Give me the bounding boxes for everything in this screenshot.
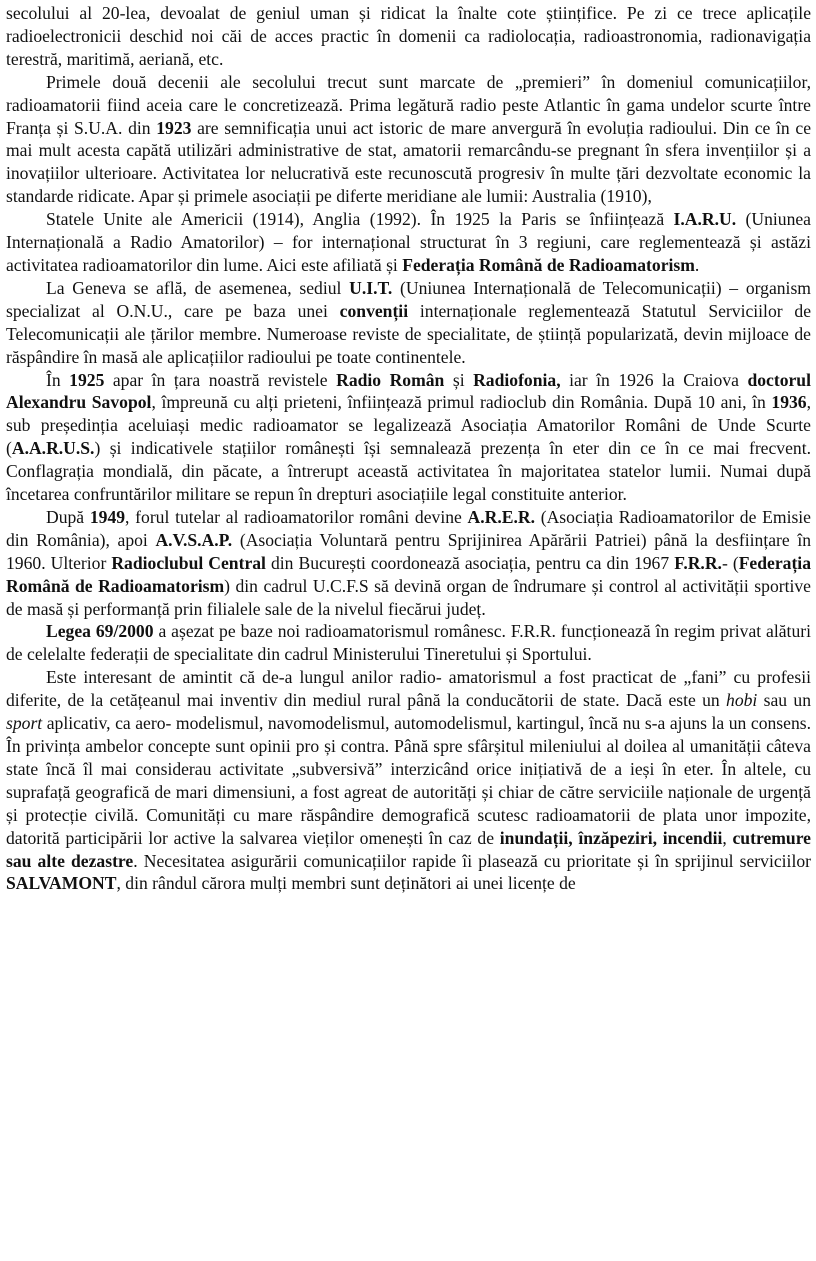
text-run: , împreună cu alți prieteni, înființează primul radioclub din România. După 10 ani, în: [151, 392, 772, 413]
paragraph: [6, 620, 811, 666]
bold-text: A.R.E.R.: [467, 506, 535, 527]
text-run: ,: [722, 827, 733, 848]
text-run: În: [46, 369, 70, 390]
text-run: După: [46, 506, 90, 527]
text-run: .: [694, 254, 700, 275]
paragraph: [6, 2, 811, 71]
text-run: (Uniunea Internațională a Radio Amatorilor) – for internațional structurat în 3 regiuni, care reglementează și astăzi activitatea radioamatorilor din lume. Aici este afiliată și: [6, 209, 811, 275]
text-run: aplicativ, ca aero- modelismul, navomodelismul, automodelismul, kartingul, încă nu s-a ajuns la un consens. În privința ambelor concepte sunt opinii pro și contra. Până spre sfârșitul mileniului al doilea al umanității câteva state încă îl mai considerau activitate „subversivă” interzicând orice inițiativă de a ieși în eter. În altele, cu suprafață geografică de mari dimensiuni, a fost agreat de autorități și chiar de către serviciile naționale de urgență și protecție civilă. Comunități cu mare răspândire demografică scutesc radioamatorii de plata unor impozite, datorită participării lor active la salvarea vieților omenești în caz de: [6, 713, 811, 848]
text-run: , din rândul cărora mulți membri sunt deținători ai unei licențe de: [116, 873, 576, 894]
bold-text: U.I.T.: [349, 277, 393, 298]
italic-text: hobi: [726, 690, 758, 711]
bold-text: Legea 69/2000: [46, 621, 154, 642]
text-run: sau un: [757, 690, 812, 711]
bold-text: inundații, înzăpeziri, incendii: [499, 827, 723, 848]
paragraph: [6, 277, 811, 369]
italic-text: sport: [6, 713, 43, 734]
text-run: . Necesitatea asigurării comunicațiilor rapide îi plasează cu prioritate și în sprijinul serviciilor: [133, 850, 811, 871]
text-run: (Asociația Radioamatorilor de Emisie din România), apoi: [6, 506, 811, 550]
paragraph: [6, 208, 811, 277]
text-run: , sub președinția aceluiași medic radioamator se legalizează Asociația Amatorilor Români de Unde Scurte (: [6, 392, 811, 459]
bold-text: 1949: [89, 506, 126, 527]
text-run: , forul tutelar al radioamatorilor români devine: [125, 506, 468, 527]
paragraph: [6, 71, 811, 208]
bold-text: A.A.R.U.S.: [11, 438, 95, 459]
text-run: ) și indicativele stațiilor românești își semnalează prezența în eter din ce în ce mai frecvent. Conflagrația mondială, din păcate, a întrerupt această activitatea în majoritatea statelor lumii. Numai după încetarea confruntărilor militare se repun în drepturi asociațiile legal constituite anterior.: [6, 438, 811, 505]
text-run: La Geneva se află, de asemenea, sediul: [46, 277, 350, 298]
text-run: (Uniunea Internațională de Telecomunicații) – organism specializat al O.N.U., care pe baza unei: [6, 277, 811, 321]
paragraph: [6, 369, 811, 506]
bold-text: I.A.R.U.: [673, 209, 737, 230]
bold-text: F.R.R.: [674, 552, 722, 573]
text-run: a așezat pe baze noi radioamatorismul românesc. F.R.R. funcționează în regim privat alături de celelalte federații de specialitate din cadrul Ministerului Tineretului și Sportului.: [6, 621, 811, 665]
bold-text: 1936: [771, 392, 807, 413]
text-run: Este interesant de amintit că de-a lungul anilor radio- amatorismul a fost practicat de „fani” cu profesii diferite, de la cetățeanul mai inventiv din mediul rural până la conducătorii de state. Dacă este un: [6, 667, 811, 711]
bold-text: 1923: [156, 117, 192, 138]
bold-text: Federația Română de Radioamatorism: [402, 254, 695, 275]
text-run: Statele Unite ale Americii (1914), Anglia (1992). În 1925 la Paris se înființează: [46, 209, 674, 230]
text-run: Primele două decenii ale secolului trecut sunt marcate de „premieri” în domeniul comunicațiilor, radioamatorii fiind aceia care le concretizează. Prima legătură radio peste Atlantic în gama undelor scurte între Franța și S.U.A. din: [6, 71, 811, 138]
bold-text: A.V.S.A.P.: [155, 529, 233, 550]
paragraph: [6, 506, 811, 621]
bold-text: 1925: [69, 369, 105, 390]
paragraph: [6, 666, 811, 895]
bold-text: Radiofonia,: [473, 369, 561, 390]
text-run: are semnificația unui act istoric de mare anvergură în evoluția radioului. Din ce în ce mai mult acesta capătă utilizări administrative de stat, amatorii remarcându-se pregnant în sfera invențiilor și a inovațiilor ulterioare. Activitatea lor nelucrativă este recunoscută progresiv în multe țări dezvoltate economic la standarde ridicate. Apar și primele asociații pe diferte meridiane ale lumii: Australia (1910),: [6, 117, 812, 207]
text-run: (Asociația Voluntară pentru Sprijinirea Apărării Patriei) până la desființare în 1960. Ulterior: [6, 529, 812, 573]
bold-text: cutremure sau alte dezastre: [6, 827, 811, 871]
bold-text: Radioclubul Central: [111, 552, 266, 573]
text-run: secolului al 20-lea, devoalat de geniul uman și ridicat la înalte cote științifice. Pe zi ce trece aplicațile radioelectronicii deschid noi căi de acces practic în domenii ca radiolocația, radioastronomia, radionavigația terestră, maritimă, aeriană, etc.: [6, 3, 811, 69]
text-run: internaționale reglementează Statutul Serviciilor de Telecomunicații ale țărilor membre. Numeroase reviste de specialitate, de știință popularizată, devin mijloace de răspândire în masă ale aplicațiilor radioului pe toate continentele.: [6, 300, 812, 367]
text-run: din București coordonează asociația, pentru ca din 1967: [265, 552, 675, 573]
bold-text: doctorul Alexandru Savopol: [6, 369, 811, 413]
bold-text: Federația Română de Radioamatorism: [6, 552, 811, 596]
text-run: iar în 1926 la Craiova: [560, 369, 748, 390]
bold-text: convenții: [339, 300, 409, 321]
text-run: și: [444, 369, 474, 390]
text-run: apar în țara noastră revistele: [104, 369, 337, 390]
text-run: ) din cadrul U.C.F.S să devină organ de îndrumare și control al activității sportive de masă și performanță prin filialele sale de la nivelul fiecărui județ.: [6, 575, 811, 619]
bold-text: Radio Român: [336, 369, 445, 390]
text-run: - (: [721, 552, 739, 573]
bold-text: SALVAMONT: [6, 873, 117, 894]
